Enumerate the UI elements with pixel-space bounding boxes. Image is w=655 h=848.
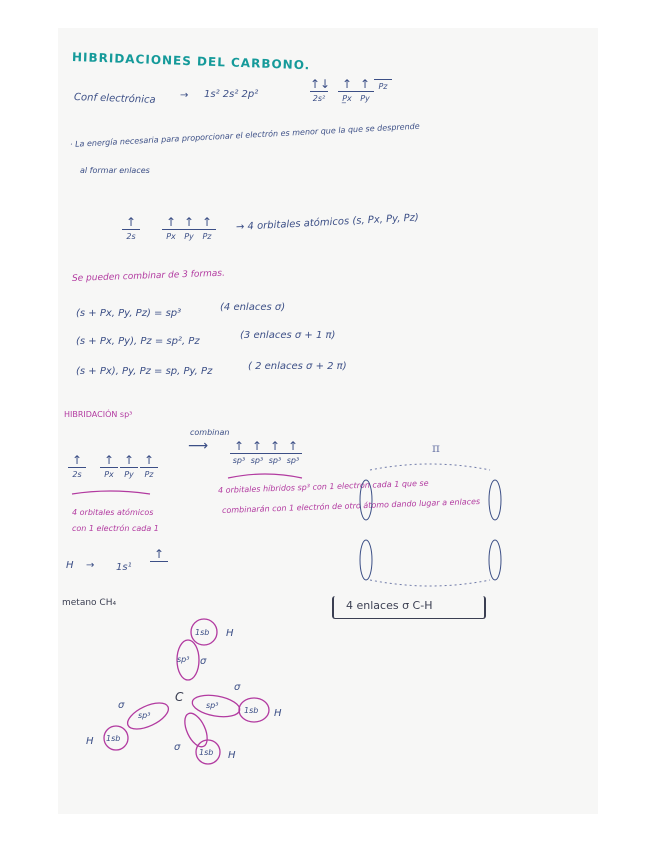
methane-sigma-top: σ bbox=[200, 656, 207, 667]
methane-h-right: H bbox=[274, 708, 282, 719]
combine-line1-formula: (s + Px, Py, Pz) = sp³ bbox=[76, 308, 182, 319]
sp3-left-note1: 4 orbitales atómicos bbox=[72, 508, 154, 517]
hydrogen-arrow: → bbox=[86, 560, 95, 571]
config-orbital-pz: Pz bbox=[374, 78, 392, 91]
excited-orbital-pz: ↑ Pz bbox=[198, 216, 216, 241]
sp3-hybrid-1: ↑ sp³ bbox=[230, 440, 248, 465]
config-orbital-2s: ↑↓ 2s² bbox=[310, 77, 331, 103]
sp3-combine-arrow: ⟶ bbox=[188, 438, 209, 454]
methane-h-bottom: H bbox=[228, 750, 236, 761]
methane-sp3-right: sp³ bbox=[206, 701, 219, 710]
left-orbitals-brace bbox=[72, 491, 150, 494]
sp3-atomic-2s: ↑ 2s bbox=[68, 454, 86, 479]
energy-note-line2: al formar enlaces bbox=[80, 166, 150, 175]
energy-note-line1: · La energía necesaria para proporcionar el electrón es menor que la que se desprende bbox=[69, 121, 420, 149]
combine-line3-formula: (s + Px), Py, Pz = sp, Py, Pz bbox=[76, 366, 213, 377]
combine-line2-formula: (s + Px, Py), Pz = sp², Pz bbox=[76, 336, 200, 347]
sp3-lobe-bottom bbox=[180, 710, 212, 750]
methane-sp3-left: sp³ bbox=[138, 711, 151, 720]
sp3-hybrid-4: ↑ sp³ bbox=[284, 440, 302, 465]
combine-heading: Se pueden combinar de 3 formas. bbox=[71, 268, 226, 284]
excited-orbital-px: ↑ Px bbox=[162, 216, 180, 241]
sp3-right-note1: 4 orbitales híbridos sp³ con 1 electrón cada 1 que se bbox=[217, 478, 429, 495]
sp3-hybrid-3: ↑ sp³ bbox=[266, 440, 284, 465]
methane-1s-bottom: 1sb bbox=[199, 748, 214, 757]
config-orbital-px: ↑ P̲x bbox=[338, 78, 356, 103]
sp3-atomic-py: ↑ Py bbox=[120, 454, 138, 479]
sp3-combine-word: combinan bbox=[190, 428, 230, 437]
pi-label: π bbox=[432, 441, 440, 455]
methane-1s-right: 1sb bbox=[244, 706, 259, 715]
excited-orbital-2s: ↑ 2s bbox=[122, 216, 140, 241]
sp3-heading: HIBRIDACIÓN sp³ bbox=[64, 410, 133, 419]
config-orbital-py: ↑ Py bbox=[356, 78, 374, 103]
sp3-atomic-pz: ↑ Pz bbox=[140, 454, 158, 479]
methane-label: metano CH₄ bbox=[62, 598, 117, 608]
methane-sigma-bottom: σ bbox=[174, 742, 181, 753]
methane-sp3-top: sp³ bbox=[177, 655, 190, 664]
hydrogen-orbital: ↑ bbox=[150, 548, 168, 564]
config-label: Conf electrónica bbox=[73, 92, 156, 106]
excited-orbital-py: ↑ Py bbox=[180, 216, 198, 241]
sp3-right-note2: combinarán con 1 electrón de otro átomo dando lugar a enlaces bbox=[221, 496, 481, 515]
methane-1s-top: 1sb bbox=[195, 628, 210, 637]
excited-result: → 4 orbitales atómicos (s, Px, Py, Pz) bbox=[235, 212, 420, 233]
hybrid-orbitals-brace bbox=[228, 474, 302, 478]
hydrogen-symbol: H bbox=[66, 560, 74, 571]
config-formula: 1s² 2s² 2p² bbox=[204, 89, 259, 100]
methane-carbon: C bbox=[175, 690, 184, 704]
page-title: HIBRIDACIONES DEL CARBONO. bbox=[71, 50, 311, 73]
config-arrow: → bbox=[180, 90, 189, 101]
bond-summary-label: 4 enlaces σ C-H bbox=[346, 599, 433, 612]
sp3-atomic-px: ↑ Px bbox=[100, 454, 118, 479]
methane-h-top: H bbox=[226, 628, 234, 639]
methane-h-left: H bbox=[86, 736, 94, 747]
bond-overlap-sketch bbox=[360, 464, 501, 586]
combine-line3-note: ( 2 enlaces σ + 2 π) bbox=[248, 361, 347, 372]
sp3-hybrid-2: ↑ sp³ bbox=[248, 440, 266, 465]
combine-line2-note: (3 enlaces σ + 1 π) bbox=[240, 330, 336, 341]
sp3-left-note2: con 1 electrón cada 1 bbox=[72, 524, 159, 533]
hydrogen-config: 1s¹ bbox=[116, 562, 132, 573]
combine-line1-note: (4 enlaces σ) bbox=[220, 302, 286, 313]
methane-sigma-left: σ bbox=[118, 700, 125, 711]
methane-1s-left: 1sb bbox=[106, 734, 121, 743]
methane-sigma-right: σ bbox=[234, 682, 241, 693]
methane-drawing bbox=[104, 619, 269, 764]
